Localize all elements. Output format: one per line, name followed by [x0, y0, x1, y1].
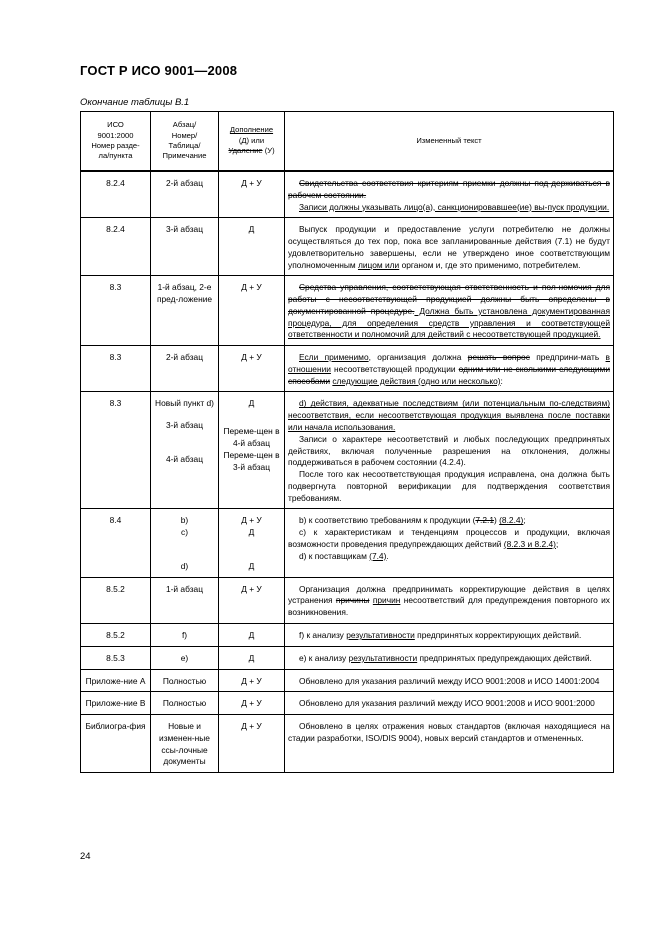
- change-type-cell: Д + У: [219, 692, 285, 715]
- change-type-cell: Д + У: [219, 346, 285, 392]
- change-type-cell: Д + У: [219, 171, 285, 218]
- changed-text-cell: d) действия, адекватные последствиям (или потенциальным по-следствиям) несоответствия, если несоответствующая продукция выявлена после поставки или начала использования. Записи о характере несоответствий и любых последующих предпринятых действиях, включая полученные разрешения на отклонения, должны поддерживаться в рабочем состоянии (4.2.4). После того как несоответствующая продукция исправлена, она должна быть подвергнута повторной верификации для подтверждения соответствия требованиям.: [285, 392, 614, 509]
- added-text: причин: [372, 595, 401, 606]
- paragraph-cell: 1-й абзац, 2-е пред-ложение: [151, 276, 219, 346]
- added-text: в отношении: [288, 352, 610, 374]
- change-type-cell: Д + У: [219, 715, 285, 773]
- section-cell: 8.4: [81, 509, 151, 577]
- paragraph-cell: f): [151, 623, 219, 646]
- change-type-cell: Д + У: [219, 577, 285, 623]
- deleted-text: одним или не-сколькими следующими способами: [288, 363, 610, 386]
- table-row: [81, 276, 614, 346]
- deleted-text: 7.2.1: [475, 515, 495, 526]
- table-row: [81, 623, 614, 646]
- section-cell: 8.5.2: [81, 577, 151, 623]
- section-cell: 8.2.4: [81, 171, 151, 218]
- table-row: [81, 509, 614, 577]
- changed-text-cell: [285, 276, 614, 346]
- change-type-cell: Д: [219, 623, 285, 646]
- deleted-text: решать вопрос: [467, 352, 530, 363]
- added-text: следующие действия (одно или несколько): [332, 375, 501, 386]
- table-row: [81, 171, 614, 218]
- column-header-changed-text: Измененный текст: [285, 112, 614, 172]
- paragraph-cell: Полностью: [151, 692, 219, 715]
- table-row: [81, 646, 614, 669]
- paragraph-cell: Новый пункт d) 3-й абзац 4-й абзац: [151, 392, 219, 509]
- changed-text-cell: Организация должна предпринимать корректирующие действия в целях устранения причины причин несоответствий для предупреждения повторного их возникновения.: [285, 577, 614, 623]
- added-text: Должна быть установлена документированная процедура, для определения средств управления и соответствующей ответственности и полномочий для действий с несоответствующей продукцией.: [288, 305, 610, 340]
- table-row: [81, 346, 614, 392]
- deleted-text: Свидетельства соответствия критериям приемки должны под-держиваться в рабочем состоянии.: [288, 178, 610, 200]
- changed-text-cell: b) к соответствию требованиям к продукции (7.2.1) (8.2.4); c) к характеристикам и тенденциям процессов и продукции, включая возможности проведения предупреждающих действий (8.2.3 и 8.2.4); d) к поставщикам (7.4).: [285, 509, 614, 577]
- added-text: (8.2.3 и 8.2.4): [503, 538, 556, 549]
- table-header-row: [81, 112, 614, 172]
- change-type-cell: Д + У Д Д: [219, 509, 285, 577]
- section-cell: 8.2.4: [81, 218, 151, 276]
- change-type-cell: Д: [219, 218, 285, 276]
- changed-text-cell: Обновлено для указания различий между ИСО 9001:2008 и ИСО 14001:2004: [285, 669, 614, 692]
- changed-text-cell: f) к анализу результативности предпринятых корректирующих действий.: [285, 623, 614, 646]
- section-cell: 8.5.2: [81, 623, 151, 646]
- column-header-change-type: Дополнение (Д) или Удаление (У): [219, 112, 285, 172]
- added-text: результативности: [346, 629, 415, 640]
- section-cell: Приложе-ние А: [81, 669, 151, 692]
- changed-text-cell: Обновлено в целях отражения новых стандартов (включая находящиеся на стадии разработки, ISO/DIS 9004), новых версий стандартов и отмененных.: [285, 715, 614, 773]
- added-text: Записи должны указывать лицо(а), санкционировавшее(ие) вы-пуск продукции.: [299, 201, 610, 212]
- section-cell: 8.5.3: [81, 646, 151, 669]
- changed-text-cell: e) к анализу результативности предпринятых предупреждающих действий.: [285, 646, 614, 669]
- section-cell: Библиогра-фия: [81, 715, 151, 773]
- table-caption: Окончание таблицы В.1: [80, 97, 190, 108]
- table-row: [81, 392, 614, 509]
- changed-text-cell: Если применимо, организация должна решать вопрос предприни-мать в отношении несоответствующей продукции одним или не-сколькими следующими способами следующие действия (одно или несколько):: [285, 346, 614, 392]
- paragraph-cell: 2-й абзац: [151, 171, 219, 218]
- added-text: лицом или: [357, 259, 400, 270]
- change-type-cell: Д: [219, 646, 285, 669]
- deleted-text: Средства управления, соответствующая ответственность и пол-номочия для работы с несоответствующей продукцией должны быть определены в документированной процедуре.: [288, 282, 610, 316]
- change-type-cell: Д + У: [219, 669, 285, 692]
- deleted-text: причины: [335, 595, 370, 606]
- paragraph-cell: e): [151, 646, 219, 669]
- added-text: (8.2.4): [499, 515, 524, 526]
- changed-text-cell: Выпуск продукции и предоставление услуги потребителю не должны осуществляться до тех пор, пока все запланированные действия (7.1) не будут удовлетворительно завершены, если не утверждено иное соответствующим уполномоченным лицом или органом и, где это применимо, потребителем.: [285, 218, 614, 276]
- paragraph-cell: Новые и изменен-ные ссы-лочные документы: [151, 715, 219, 773]
- column-header-paragraph: Абзац/ Номер/ Таблица/ Примечание: [151, 112, 219, 172]
- added-text: (7.4): [369, 550, 387, 561]
- added-text: результативности: [348, 652, 418, 663]
- table-row: [81, 218, 614, 276]
- table-row: [81, 669, 614, 692]
- changed-text-cell: [285, 171, 614, 218]
- section-cell: 8.3: [81, 392, 151, 509]
- changed-text-cell: Обновлено для указания различий между ИСО 9001:2008 и ИСО 9001:2000: [285, 692, 614, 715]
- added-text: Если применимо: [299, 352, 369, 363]
- page-number: 24: [80, 851, 91, 862]
- paragraph-cell: 1-й абзац: [151, 577, 219, 623]
- section-cell: 8.3: [81, 346, 151, 392]
- table-row: [81, 577, 614, 623]
- section-cell: Приложе-ние В: [81, 692, 151, 715]
- paragraph-cell: 2-й абзац: [151, 346, 219, 392]
- paragraph-cell: Полностью: [151, 669, 219, 692]
- change-type-cell: Д + У: [219, 276, 285, 346]
- paragraph-cell: b) c) d): [151, 509, 219, 577]
- section-cell: 8.3: [81, 276, 151, 346]
- change-type-cell: Д Переме-щен в 4-й абзац Переме-щен в 3-й абзац: [219, 392, 285, 509]
- added-text: d) действия, адекватные последствиям (или потенциальным по-следствиям) несоответствия, если несоответствующая продукция выявлена после поставки или начала использования.: [288, 398, 610, 433]
- changes-table: [80, 111, 614, 773]
- table-row: [81, 692, 614, 715]
- document-header: ГОСТ Р ИСО 9001—2008: [80, 63, 238, 78]
- paragraph-cell: 3-й абзац: [151, 218, 219, 276]
- table-row: [81, 715, 614, 773]
- column-header-iso-section: ИСО 9001:2000 Номер разде- ла/пункта: [81, 112, 151, 172]
